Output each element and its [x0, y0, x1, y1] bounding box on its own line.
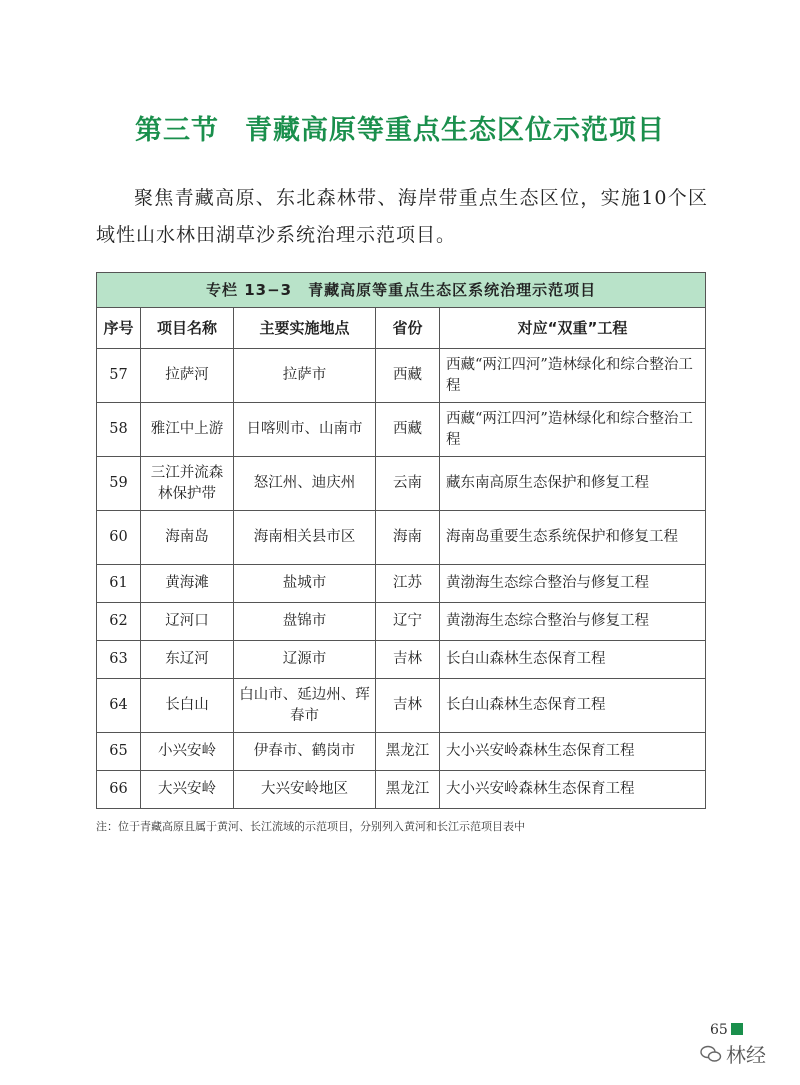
cell-location: 白山市、延边州、珲春市 [234, 679, 376, 733]
cell-project: 西藏“两江四河”造林绿化和综合整治工程 [440, 403, 706, 457]
page-marker-square [731, 1023, 743, 1035]
table-row [97, 511, 706, 565]
table-caption: 专栏 13−3 青藏高原等重点生态区系统治理示范项目 [97, 273, 706, 308]
cell-province: 西藏 [376, 349, 440, 403]
cell-project: 黄渤海生态综合整治与修复工程 [440, 565, 706, 603]
cell-no: 58 [97, 403, 141, 457]
cell-name: 辽河口 [141, 603, 234, 641]
cell-no: 61 [97, 565, 141, 603]
cell-location: 辽源市 [234, 641, 376, 679]
table-row [97, 457, 706, 511]
cell-name: 海南岛 [141, 511, 234, 565]
wechat-icon [700, 1045, 722, 1063]
table-header-row [97, 308, 706, 349]
cell-no: 57 [97, 349, 141, 403]
watermark [700, 1039, 766, 1068]
cell-project: 大小兴安岭森林生态保育工程 [440, 771, 706, 809]
cell-province: 辽宁 [376, 603, 440, 641]
cell-province: 江苏 [376, 565, 440, 603]
cell-no: 64 [97, 679, 141, 733]
cell-location: 伊春市、鹤岗市 [234, 733, 376, 771]
cell-project: 海南岛重要生态系统保护和修复工程 [440, 511, 706, 565]
header-no: 序号 [97, 308, 141, 349]
cell-no: 66 [97, 771, 141, 809]
section-title-text: 青藏高原等重点生态区位示范项目 [245, 115, 665, 146]
cell-province: 海南 [376, 511, 440, 565]
cell-name: 东辽河 [141, 641, 234, 679]
cell-no: 65 [97, 733, 141, 771]
cell-no: 59 [97, 457, 141, 511]
cell-name: 雅江中上游 [141, 403, 234, 457]
table-row [97, 641, 706, 679]
table-row [97, 771, 706, 809]
cell-location: 大兴安岭地区 [234, 771, 376, 809]
cell-name: 长白山 [141, 679, 234, 733]
cell-no: 63 [97, 641, 141, 679]
table-row [97, 603, 706, 641]
section-title [0, 108, 800, 147]
header-location: 主要实施地点 [234, 308, 376, 349]
table-row [97, 565, 706, 603]
cell-province: 吉林 [376, 679, 440, 733]
header-province: 省份 [376, 308, 440, 349]
section-number: 第三节 [135, 115, 219, 146]
cell-project: 黄渤海生态综合整治与修复工程 [440, 603, 706, 641]
table-row [97, 403, 706, 457]
header-name: 项目名称 [141, 308, 234, 349]
watermark-text: 林经 [726, 1043, 766, 1067]
cell-location: 拉萨市 [234, 349, 376, 403]
cell-province: 吉林 [376, 641, 440, 679]
table-row [97, 733, 706, 771]
cell-province: 云南 [376, 457, 440, 511]
cell-project: 长白山森林生态保育工程 [440, 679, 706, 733]
cell-name: 三江并流森林保护带 [141, 457, 234, 511]
cell-no: 60 [97, 511, 141, 565]
cell-location: 怒江州、迪庆州 [234, 457, 376, 511]
cell-province: 黑龙江 [376, 771, 440, 809]
cell-project: 藏东南高原生态保护和修复工程 [440, 457, 706, 511]
projects-table [96, 272, 706, 809]
page-number: 65 [710, 1022, 728, 1038]
cell-name: 小兴安岭 [141, 733, 234, 771]
table-caption-row [97, 273, 706, 308]
cell-project: 西藏“两江四河”造林绿化和综合整治工程 [440, 349, 706, 403]
cell-project: 大小兴安岭森林生态保育工程 [440, 733, 706, 771]
table-row [97, 679, 706, 733]
cell-name: 拉萨河 [141, 349, 234, 403]
table-footnote: 注：位于青藏高原且属于黄河、长江流域的示范项目，分别列入黄河和长江示范项目表中 [96, 820, 525, 833]
cell-province: 西藏 [376, 403, 440, 457]
cell-project: 长白山森林生态保育工程 [440, 641, 706, 679]
cell-no: 62 [97, 603, 141, 641]
intro-paragraph: 聚焦青藏高原、东北森林带、海岸带重点生态区位，实施10个区域性山水林田湖草沙系统治理示范项目。 [96, 187, 708, 246]
table-row [97, 349, 706, 403]
cell-location: 盘锦市 [234, 603, 376, 641]
cell-name: 黄海滩 [141, 565, 234, 603]
cell-location: 盐城市 [234, 565, 376, 603]
cell-name: 大兴安岭 [141, 771, 234, 809]
cell-location: 日喀则市、山南市 [234, 403, 376, 457]
header-project: 对应“双重”工程 [440, 308, 706, 349]
cell-location: 海南相关县市区 [234, 511, 376, 565]
cell-province: 黑龙江 [376, 733, 440, 771]
